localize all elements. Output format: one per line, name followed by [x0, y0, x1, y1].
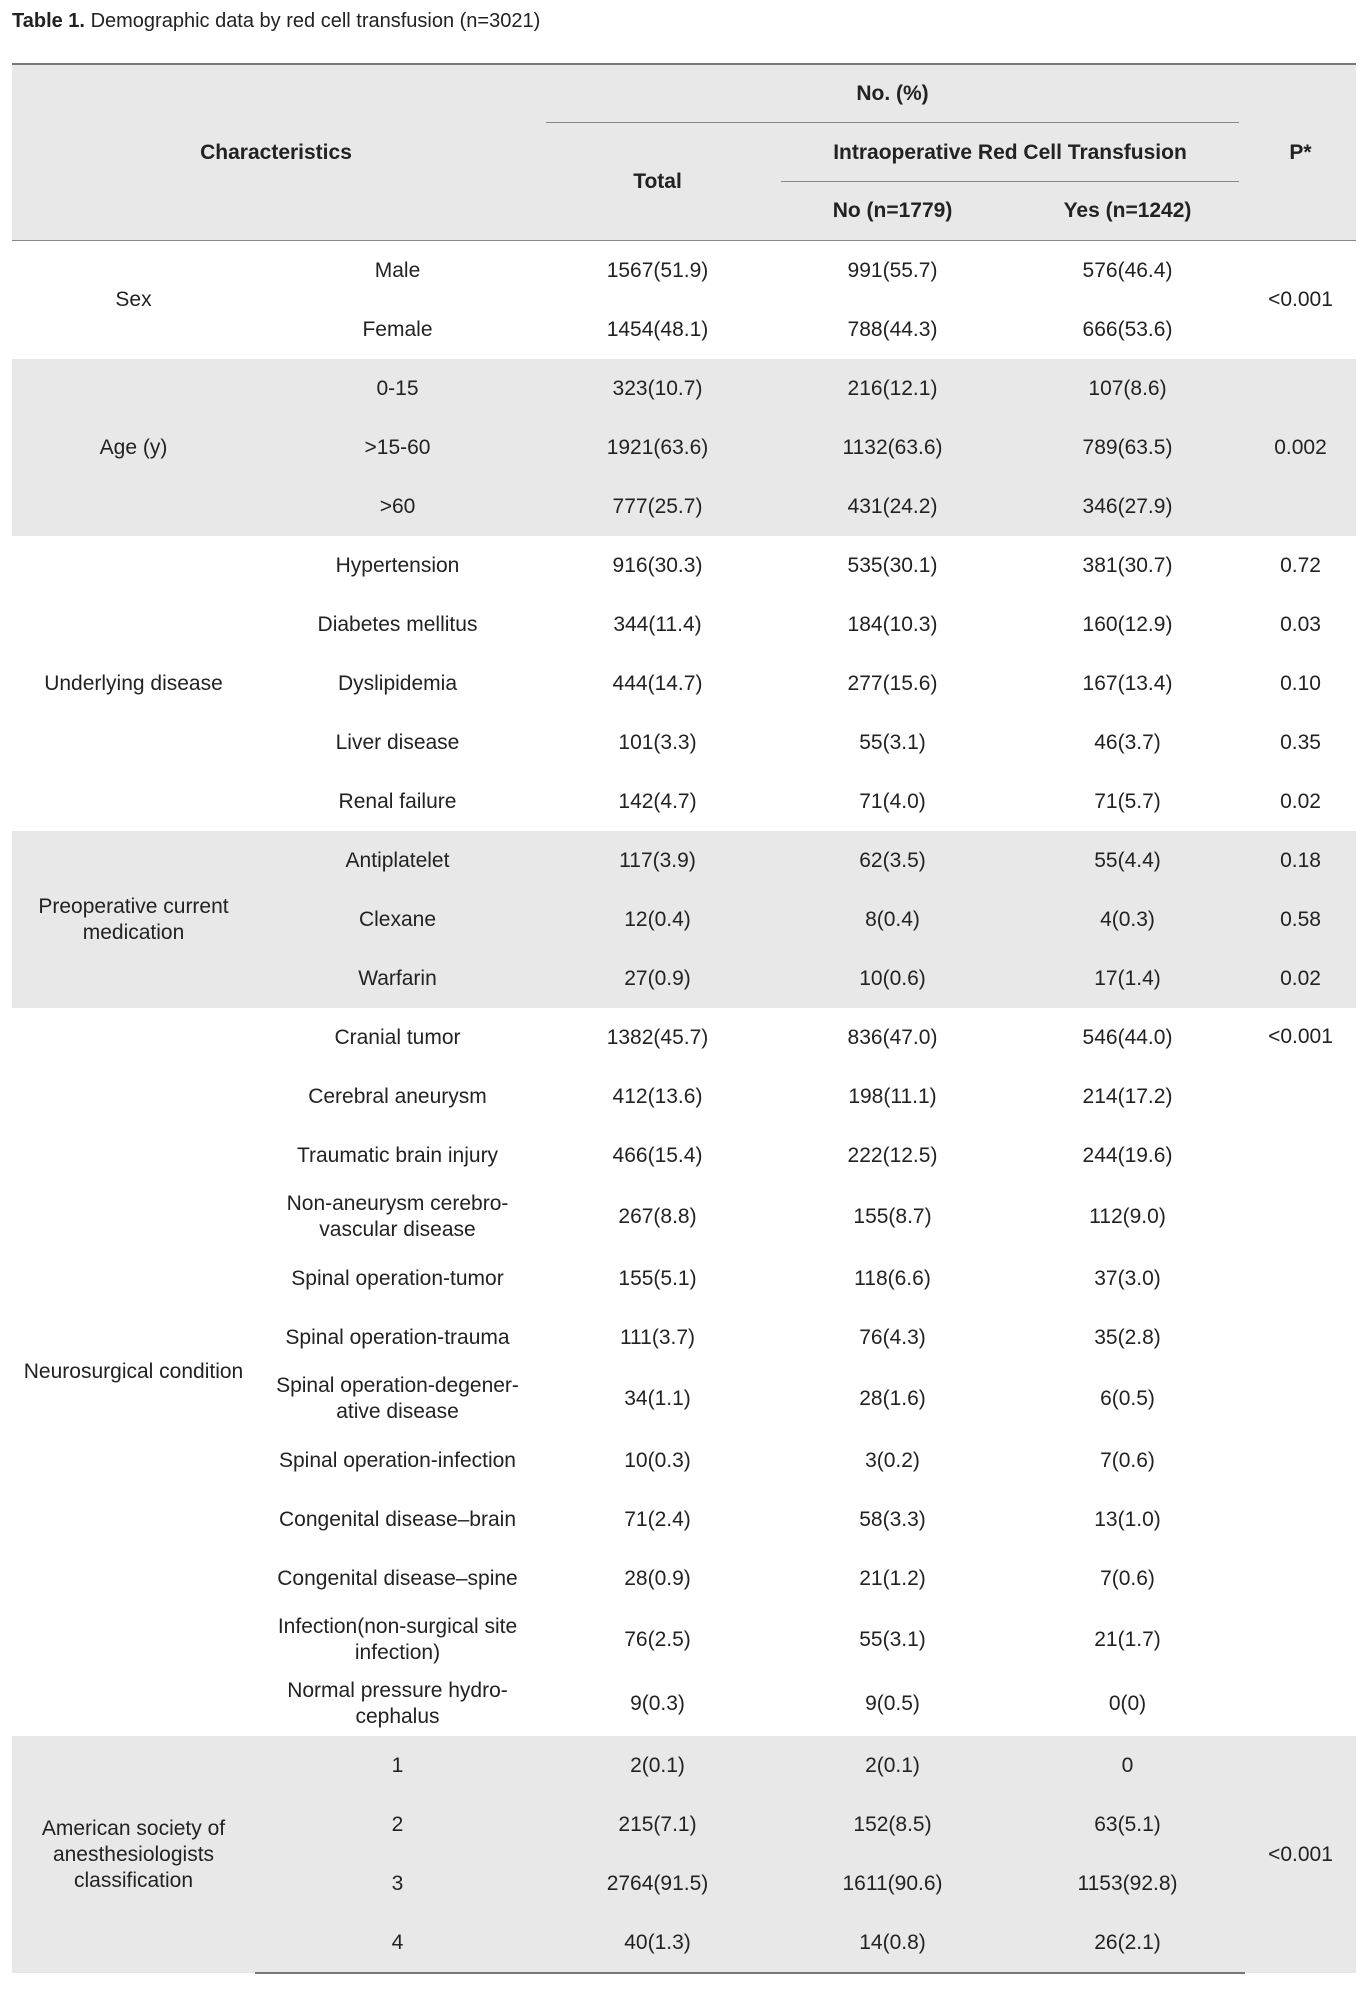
cell-total: 117(3.9) [540, 831, 775, 890]
cell-no: 1132(63.6) [775, 418, 1010, 477]
group-name: American society of anesthesiologists classification [12, 1736, 255, 1973]
caption-label: Table 1. [12, 10, 85, 32]
row-label: Hypertension [335, 553, 460, 577]
cell-yes: 71(5.7) [1094, 789, 1161, 813]
cell-p: 0.72 [1280, 553, 1321, 577]
cell-no: 1611(90.6) [775, 1854, 1010, 1913]
cell-yes: 0 [1010, 1736, 1245, 1795]
cell-yes: 167(13.4) [1082, 671, 1173, 695]
cell-yes: 35(2.8) [1094, 1325, 1161, 1349]
cell-no: 62(3.5) [775, 831, 1010, 890]
cell-total: 101(3.3) [618, 730, 697, 754]
cell-total: 2764(91.5) [540, 1854, 775, 1913]
cell-total: 10(0.3) [624, 1448, 691, 1472]
cell-p: 0.58 [1245, 890, 1356, 949]
row-label: 1 [255, 1736, 540, 1795]
row-label: Normal pressure hydro-cephalus [287, 1679, 508, 1728]
cell-total: 111(3.7) [619, 1325, 696, 1349]
cell-no: 431(24.2) [775, 477, 1010, 536]
cell-p: 0.35 [1280, 730, 1321, 754]
table-caption [12, 10, 540, 33]
cell-p: 0.18 [1245, 831, 1356, 890]
cell-yes: 112(9.0) [1089, 1205, 1166, 1228]
cell-no: 14(0.8) [775, 1913, 1010, 1973]
cell-total: 777(25.7) [540, 477, 775, 536]
cell-no: 58(3.3) [859, 1507, 926, 1531]
cell-no: 55(3.1) [859, 730, 926, 754]
row-label: Warfarin [255, 949, 540, 1008]
cell-total: 1454(48.1) [606, 317, 709, 341]
cell-yes: 576(46.4) [1082, 258, 1173, 282]
cell-p: 0.02 [1245, 949, 1356, 1008]
cell-yes: 55(4.4) [1010, 831, 1245, 890]
cell-total: 267(8.8) [618, 1205, 697, 1228]
row-label: Female [362, 317, 433, 341]
cell-total: 9(0.3) [630, 1692, 685, 1715]
group-name: Sex [115, 288, 152, 311]
cell-total: 466(15.4) [612, 1143, 703, 1167]
table-row [12, 1008, 1356, 1067]
cell-yes: 381(30.7) [1082, 553, 1173, 577]
cell-yes: 26(2.1) [1010, 1913, 1245, 1973]
header-no-pct: No. (%) [540, 64, 1245, 123]
cell-yes: 7(0.6) [1100, 1448, 1155, 1472]
cell-no: 3(0.2) [865, 1448, 920, 1472]
cell-yes: 6(0.5) [1100, 1387, 1155, 1410]
cell-total: 1921(63.6) [540, 418, 775, 477]
cell-yes: 214(17.2) [1082, 1084, 1173, 1108]
table-row [12, 536, 1356, 595]
row-label: Male [374, 258, 421, 282]
row-label: Infection(non-surgical site infection) [277, 1615, 518, 1664]
table-container [12, 63, 1356, 1974]
header-no: No (n=1779) [775, 182, 1010, 241]
cell-no: 55(3.1) [859, 1628, 926, 1651]
group-name: Neurosurgical condition [23, 1360, 244, 1383]
cell-yes: 63(5.1) [1010, 1795, 1245, 1854]
table-row [12, 359, 1356, 418]
cell-no: 277(15.6) [847, 671, 938, 695]
table-header [12, 64, 1356, 241]
row-label: Congenital disease–brain [279, 1507, 516, 1531]
row-label: Antiplatelet [255, 831, 540, 890]
cell-yes: 346(27.9) [1010, 477, 1245, 536]
cell-total: 444(14.7) [612, 671, 703, 695]
cell-yes: 7(0.6) [1100, 1566, 1155, 1590]
cell-p: 0.03 [1280, 612, 1321, 636]
cell-total: 323(10.7) [540, 359, 775, 418]
cell-p: <0.001 [1245, 1736, 1356, 1973]
row-label: 2 [255, 1795, 540, 1854]
header-total: Total [540, 123, 775, 241]
cell-no: 10(0.6) [775, 949, 1010, 1008]
row-label: >15-60 [255, 418, 540, 477]
cell-total: 1567(51.9) [606, 258, 709, 282]
cell-no: 184(10.3) [847, 612, 938, 636]
cell-total: 34(1.1) [624, 1387, 691, 1410]
row-label: Dyslipidemia [337, 671, 458, 695]
header-yes: Yes (n=1242) [1010, 182, 1245, 241]
header-p: P* [1245, 64, 1356, 241]
row-label: Cranial tumor [334, 1025, 461, 1049]
cell-no: 28(1.6) [859, 1387, 926, 1410]
cell-no: 152(8.5) [775, 1795, 1010, 1854]
header-intraop: Intraoperative Red Cell Transfusion [775, 123, 1245, 182]
cell-yes: 37(3.0) [1094, 1266, 1161, 1290]
cell-yes: 546(44.0) [1082, 1025, 1173, 1049]
cell-yes: 1153(92.8) [1010, 1854, 1245, 1913]
cell-no: 2(0.1) [775, 1736, 1010, 1795]
cell-total: 2(0.1) [540, 1736, 775, 1795]
row-label: Spinal operation-trauma [285, 1325, 510, 1349]
cell-yes: 4(0.3) [1010, 890, 1245, 949]
row-label: Traumatic brain injury [296, 1143, 499, 1167]
cell-no: 9(0.5) [865, 1692, 920, 1715]
cell-yes: 21(1.7) [1094, 1628, 1161, 1651]
row-label: Cerebral aneurysm [308, 1084, 487, 1108]
cell-no: 216(12.1) [775, 359, 1010, 418]
cell-yes: 46(3.7) [1094, 730, 1161, 754]
cell-no: 991(55.7) [847, 258, 938, 282]
cell-yes: 17(1.4) [1010, 949, 1245, 1008]
cell-p: 0.02 [1280, 789, 1321, 813]
group-name: Underlying disease [44, 671, 223, 695]
caption-text: Demographic data by red cell transfusion (n=3021) [90, 10, 541, 32]
cell-no: 71(4.0) [859, 789, 926, 813]
cell-total: 12(0.4) [540, 890, 775, 949]
cell-p: 0.10 [1280, 671, 1321, 695]
cell-total: 76(2.5) [624, 1628, 691, 1651]
cell-no: 118(6.6) [854, 1266, 931, 1290]
header-characteristics: Characteristics [12, 64, 540, 241]
table-row [12, 241, 1356, 301]
row-label: Spinal operation-degener-ative disease [276, 1374, 519, 1423]
cell-yes: 244(19.6) [1082, 1143, 1173, 1167]
group-name: Age (y) [12, 359, 255, 536]
cell-no: 788(44.3) [847, 317, 938, 341]
cell-no: 76(4.3) [859, 1325, 926, 1349]
row-label: 3 [255, 1854, 540, 1913]
row-label: Non-aneurysm cerebro-vascular disease [286, 1192, 509, 1241]
cell-yes: 107(8.6) [1010, 359, 1245, 418]
cell-total: 71(2.4) [624, 1507, 691, 1531]
cell-no: 8(0.4) [775, 890, 1010, 949]
cell-total: 27(0.9) [540, 949, 775, 1008]
row-label: Renal failure [338, 789, 457, 813]
cell-p: <0.001 [1268, 288, 1333, 311]
demographic-table [12, 63, 1356, 1974]
row-label: 0-15 [255, 359, 540, 418]
cell-no: 198(11.1) [848, 1084, 937, 1108]
row-label: Clexane [255, 890, 540, 949]
cell-no: 836(47.0) [847, 1025, 938, 1049]
cell-no: 155(8.7) [853, 1205, 932, 1228]
cell-total: 1382(45.7) [606, 1025, 709, 1049]
cell-yes: 160(12.9) [1082, 612, 1173, 636]
cell-total: 215(7.1) [540, 1795, 775, 1854]
table-row [12, 831, 1356, 890]
cell-p: <0.001 [1268, 1025, 1333, 1048]
cell-total: 28(0.9) [624, 1566, 691, 1590]
cell-total: 40(1.3) [540, 1913, 775, 1973]
table-body [12, 241, 1356, 1974]
table-row [12, 1736, 1356, 1795]
cell-no: 21(1.2) [859, 1566, 926, 1590]
row-label: Spinal operation-infection [279, 1448, 516, 1472]
row-label: Diabetes mellitus [317, 612, 478, 636]
row-label: Spinal operation-tumor [291, 1266, 504, 1290]
cell-total: 412(13.6) [612, 1084, 703, 1108]
cell-total: 916(30.3) [612, 553, 703, 577]
cell-yes: 666(53.6) [1082, 317, 1173, 341]
cell-yes: 13(1.0) [1094, 1507, 1161, 1531]
cell-total: 344(11.4) [613, 612, 702, 636]
cell-no: 535(30.1) [847, 553, 938, 577]
cell-yes: 0(0) [1108, 1692, 1147, 1715]
cell-no: 222(12.5) [847, 1143, 938, 1167]
row-label: >60 [255, 477, 540, 536]
cell-yes: 789(63.5) [1010, 418, 1245, 477]
group-name: Preoperative current medication [12, 831, 255, 1008]
row-label: 4 [255, 1913, 540, 1973]
cell-total: 155(5.1) [618, 1266, 697, 1290]
row-label: Liver disease [335, 730, 460, 754]
cell-p: 0.002 [1245, 359, 1356, 536]
cell-total: 142(4.7) [618, 789, 697, 813]
row-label: Congenital disease–spine [277, 1566, 518, 1590]
